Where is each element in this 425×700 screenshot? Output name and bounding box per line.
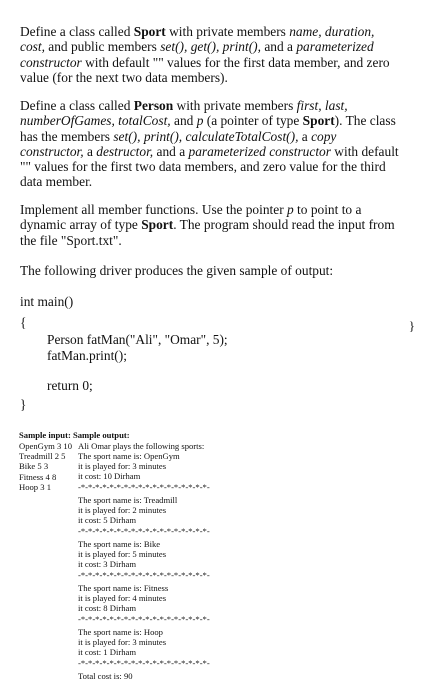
separator: -*-*-*-*-*-*-*-*-*-*-*-*-*-*-*-*-*-*- [78, 613, 210, 624]
paragraph-sport-class: Define a class called Sport with private members name, duration, cost, and public members set(), get(), print(), and a parameterized constructor with default "" values for the first data member, and zero value (for the next two data members). [20, 24, 390, 85]
sport-duration: it is played for: 5 minutes [78, 549, 167, 560]
code-stray-brace: } [408, 318, 415, 333]
input-line: Bike 5 3 [19, 461, 49, 472]
code-main-signature: int main() [20, 294, 74, 309]
sport-name: The sport name is: Fitness [78, 583, 169, 593]
sport-block [78, 451, 210, 492]
sport-cost: it cost: 8 Dirham [78, 603, 136, 614]
sport-duration: it is played for: 4 minutes [78, 593, 167, 604]
sport-cost: it cost: 3 Dirham [78, 559, 136, 570]
code-open-brace: { [20, 315, 27, 330]
separator: -*-*-*-*-*-*-*-*-*-*-*-*-*-*-*-*-*-*- [78, 657, 210, 668]
sport-block [78, 583, 210, 624]
code-line-person: Person fatMan("Ali", "Omar", 5); [47, 332, 228, 347]
separator: -*-*-*-*-*-*-*-*-*-*-*-*-*-*-*-*-*-*- [78, 525, 210, 536]
sample-output-heading: Ali Omar plays the following sports: [78, 441, 205, 451]
sport-cost: it cost: 10 Dirham [78, 471, 141, 482]
sport-cost: it cost: 5 Dirham [78, 515, 136, 526]
sport-name: The sport name is: Treadmill [78, 495, 178, 505]
sport-name: The sport name is: Bike [78, 539, 161, 549]
sport-duration: it is played for: 3 minutes [78, 637, 167, 648]
code-close-brace: } [20, 397, 27, 412]
input-line: Fitness 4 8 [19, 471, 57, 482]
sample-headers: Sample input: Sample output: [19, 430, 130, 440]
sport-name: The sport name is: OpenGym [78, 451, 180, 461]
paragraph-driver-intro: The following driver produces the given sample of output: [20, 263, 334, 278]
sport-duration: it is played for: 3 minutes [78, 461, 167, 472]
sport-name: The sport name is: Hoop [78, 627, 163, 637]
sport-block [78, 627, 210, 668]
input-line: Hoop 3 1 [19, 481, 51, 492]
sample-input-list [19, 441, 72, 492]
paragraph-person-class: Define a class called Person with private members first, last, numberOfGames, totalCost, and p (a pointer of type Sport). The class has the members set(), print(), calculateTotalCost(), a copy constructor, a destructor, and a parameterized constructor with default "" values for the first two data members, and zero value for the third data member. [20, 98, 399, 190]
code-line-print: fatMan.print(); [47, 348, 127, 363]
separator: -*-*-*-*-*-*-*-*-*-*-*-*-*-*-*-*-*-*- [78, 481, 210, 492]
input-line: Treadmill 2 5 [19, 451, 66, 462]
code-line-return: return 0; [47, 378, 93, 393]
total-cost: Total cost is: 90 [78, 671, 133, 681]
separator: -*-*-*-*-*-*-*-*-*-*-*-*-*-*-*-*-*-*- [78, 569, 210, 580]
sport-cost: it cost: 1 Dirham [78, 647, 136, 658]
sport-block [78, 495, 210, 536]
input-line: OpenGym 3 10 [19, 441, 72, 451]
paragraph-implementation: Implement all member functions. Use the pointer p to point to a dynamic array of type Sport. The program should read the input from the file "Sport.txt". [20, 202, 395, 248]
sport-block [78, 539, 210, 580]
sport-duration: it is played for: 2 minutes [78, 505, 167, 516]
